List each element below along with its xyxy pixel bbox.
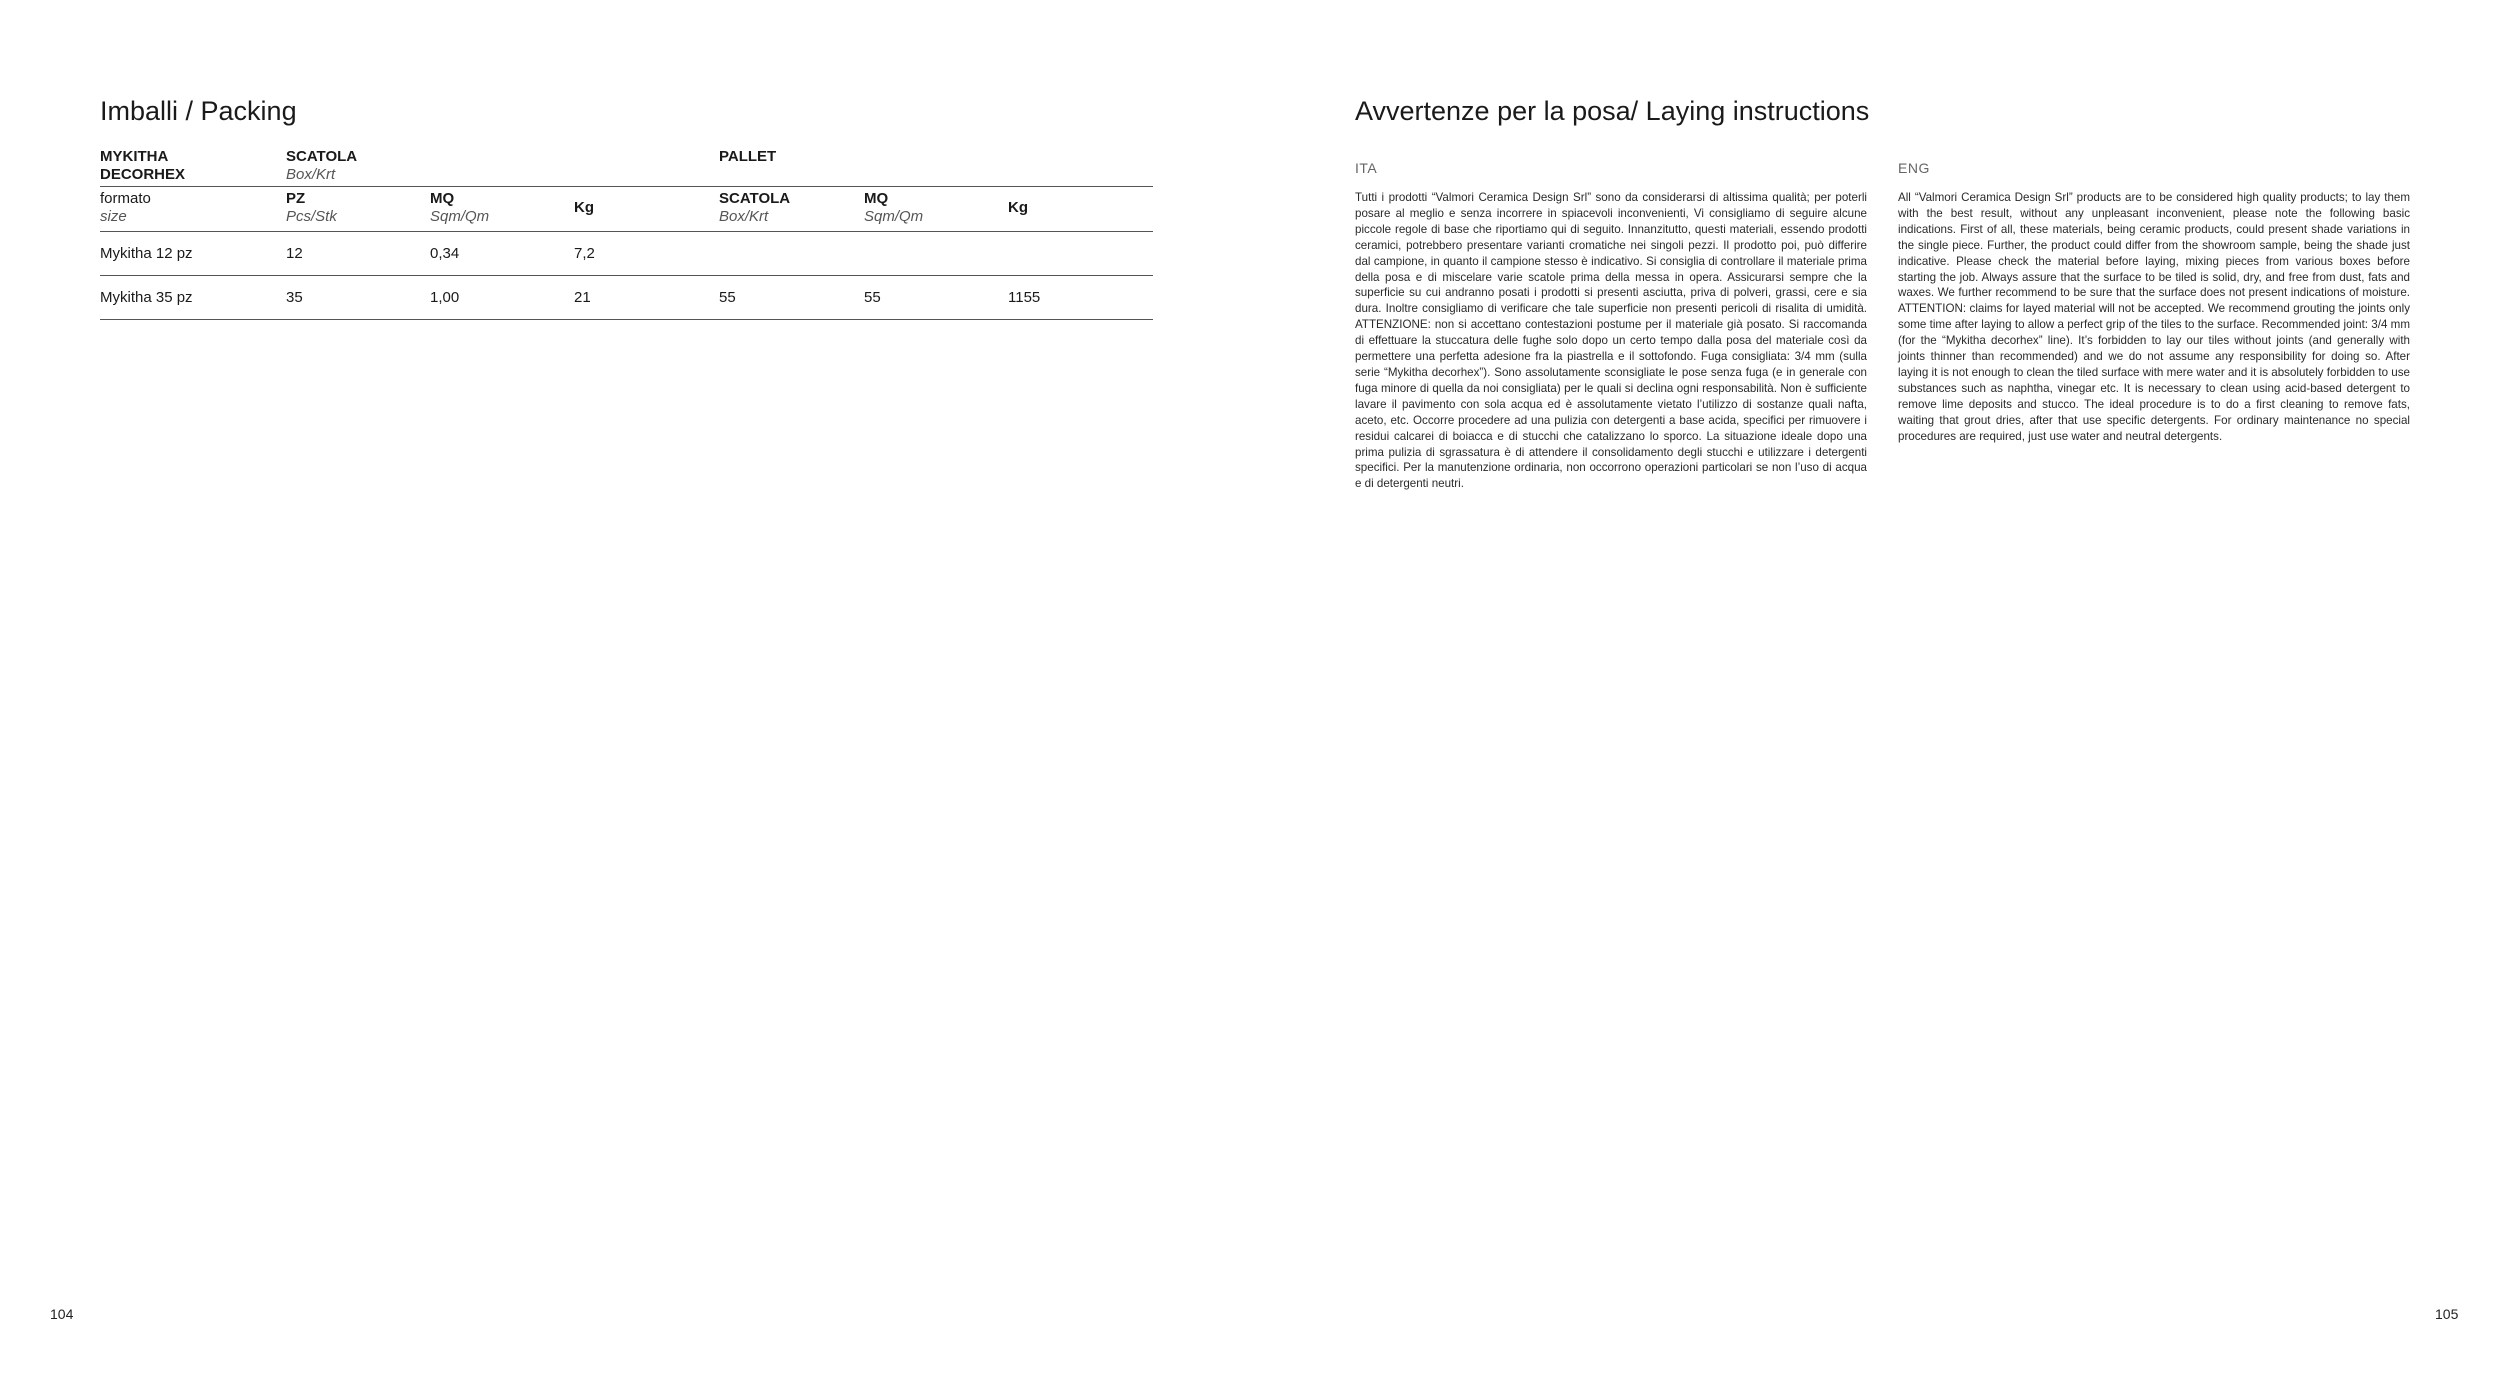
ita-language-label: ITA — [1355, 160, 1378, 176]
mq-label: MQ — [430, 189, 455, 207]
kg-cell: 21 — [574, 288, 591, 306]
box-group-header — [286, 148, 357, 184]
ita-instructions-text: Tutti i prodotti “Valmori Ceramica Design Srl” sono da considerarsi di altissima qualità; per poterli posare al meglio e senza incorrere in spiacevoli inconvenienti, Vi consigliamo di seguire alcune piccole regole di base che riportiamo qui di seguito. Innanzitutto, questi materiali, essendo prodotti ceramici, potrebbero presentare varianti cromatiche nei singoli pezzi. Il prodotto poi, può differire dal campione, in quanto il campione stesso è indicativo. Si consiglia di controllare il materiale prima della posa e di miscelare varie scatole prima della messa in opera. Assicurarsi sempre che la superficie su cui andranno posati i prodotti si presenti asciutta, priva di polveri, grassi, cere e sia dura. Inoltre consigliamo di verificare che tale superficie non presenti pericoli di risalita di umidità. ATTENZIONE: non si accettano contestazioni postume per il materiale già posato. Si raccomanda di effettuare la stuccatura delle fughe solo dopo un certo tempo dalla posa del materiale così da permettere una perfetta adesione fra la piastrella e il sottofondo. Fuga consigliata: 3/4 mm (sulla serie “Mykitha decorhex”). Sono assolutamente sconsigliate le pose senza fuga (e in generale con fuga minore di quella da noi consigliata) per le quali si declina ogni responsabilità. Non è sufficiente lavare il pavimento con sola acqua ed è assolutamente vietato l’utilizzo di sostanze quali nafta, aceto, etc. Occorre procedere ad una pulizia con detergenti a base acida, specifici per rimuovere i residui calcarei di boiacca e di stucchi che catalizzano lo sporco. La situazione ideale dopo una prima pulizia di sgrassatura è di attendere il consolidamento degli stucchi e utilizzare i detergenti specifici. Per la manutenzione ordinaria, non occorrono operazioni particolari se non l’uso di acqua e di detergenti neutri. — [1355, 191, 1867, 491]
pz-column-header — [286, 190, 337, 226]
mq-cell: 1,00 — [430, 288, 460, 306]
pallet-mq-cell: 55 — [864, 288, 881, 306]
pallet-mq-sublabel: Sqm/Qm — [864, 207, 924, 225]
packing-table — [100, 146, 1153, 320]
laying-instructions-title: Avvertenze per la posa/ Laying instructions — [1355, 96, 1870, 126]
format-label: formato — [100, 189, 151, 207]
pallet-group-title: PALLET — [719, 148, 777, 165]
packing-title: Imballi / Packing — [100, 96, 297, 126]
product-line-header — [100, 148, 185, 184]
format-cell: Mykitha 12 pz — [100, 244, 193, 262]
pallet-group-header — [719, 148, 776, 166]
table-row — [100, 231, 1153, 275]
pallet-kg-column-header — [1008, 199, 1028, 217]
product-line-1: MYKITHA — [100, 148, 169, 165]
pallet-box-cell: 55 — [719, 288, 736, 306]
pallet-mq-label: MQ — [864, 189, 889, 207]
pallet-kg-label: Kg — [1008, 198, 1028, 216]
pallet-mq-column-header — [864, 190, 923, 226]
kg-cell: 7,2 — [574, 244, 595, 262]
kg-column-header — [574, 199, 594, 217]
page-number-right: 105 — [2435, 1306, 2459, 1322]
format-cell: Mykitha 35 pz — [100, 288, 193, 306]
page-number-left: 104 — [50, 1306, 74, 1322]
box-group-subtitle: Box/Krt — [286, 166, 336, 183]
format-column-header — [100, 190, 151, 226]
table-row — [100, 275, 1153, 320]
pallet-kg-cell: 1155 — [1008, 288, 1041, 306]
eng-instructions-text: All “Valmori Ceramica Design Srl” products are to be considered high quality products; to lay them with the best result, without any unpleasant inconvenient, please note the following basic indications. First of all, these materials, being ceramic products, could present shade variations in the single piece. Further, the product could differ from the showroom sample, being the shade just indicative. Please check the material before laying, mixing pieces from various boxes before starting the job. Always assure that the surface to be tiled is solid, dry, and free from dust, fats and waxes. We further recommend to be sure that the surface does not present indications of moisture. ATTENTION: claims for layed material will not be accepted. We recommend grouting the joints only some time after laying to allow a perfect grip of the tiles to the surface. Recommended joint: 3/4 mm (for the “Mykitha decorhex” line). It’s forbidden to lay our tiles without joints (and generally with joints thinner than recommended) and we do not assume any responsibility for doing so. After laying it is not enough to clean the tiled surface with mere water and it is absolutely forbidden to use substances such as naphtha, vinegar etc. It is necessary to clean using acid-based detergent to remove lime deposits and stucco. The ideal procedure is to do a first cleaning to remove fats, waiting that grout dries, after that use specific detergents. For ordinary maintenance no special procedures are required, just use water and neutral detergents. — [1898, 191, 2410, 443]
product-line-2: DECORHEX — [100, 166, 186, 183]
pallet-box-label: SCATOLA — [719, 189, 791, 207]
kg-label: Kg — [574, 198, 594, 216]
pz-sublabel: Pcs/Stk — [286, 207, 337, 225]
box-group-title: SCATOLA — [286, 148, 358, 165]
table-header-group-row — [100, 146, 1153, 186]
mq-column-header — [430, 190, 489, 226]
pallet-box-sublabel: Box/Krt — [719, 207, 769, 225]
eng-language-label: ENG — [1898, 160, 1930, 176]
pz-cell: 12 — [286, 244, 303, 262]
table-column-header-row — [100, 186, 1153, 231]
mq-cell: 0,34 — [430, 244, 460, 262]
pz-cell: 35 — [286, 288, 303, 306]
pallet-box-column-header — [719, 190, 790, 226]
format-sublabel: size — [100, 207, 127, 225]
pz-label: PZ — [286, 189, 306, 207]
mq-sublabel: Sqm/Qm — [430, 207, 490, 225]
